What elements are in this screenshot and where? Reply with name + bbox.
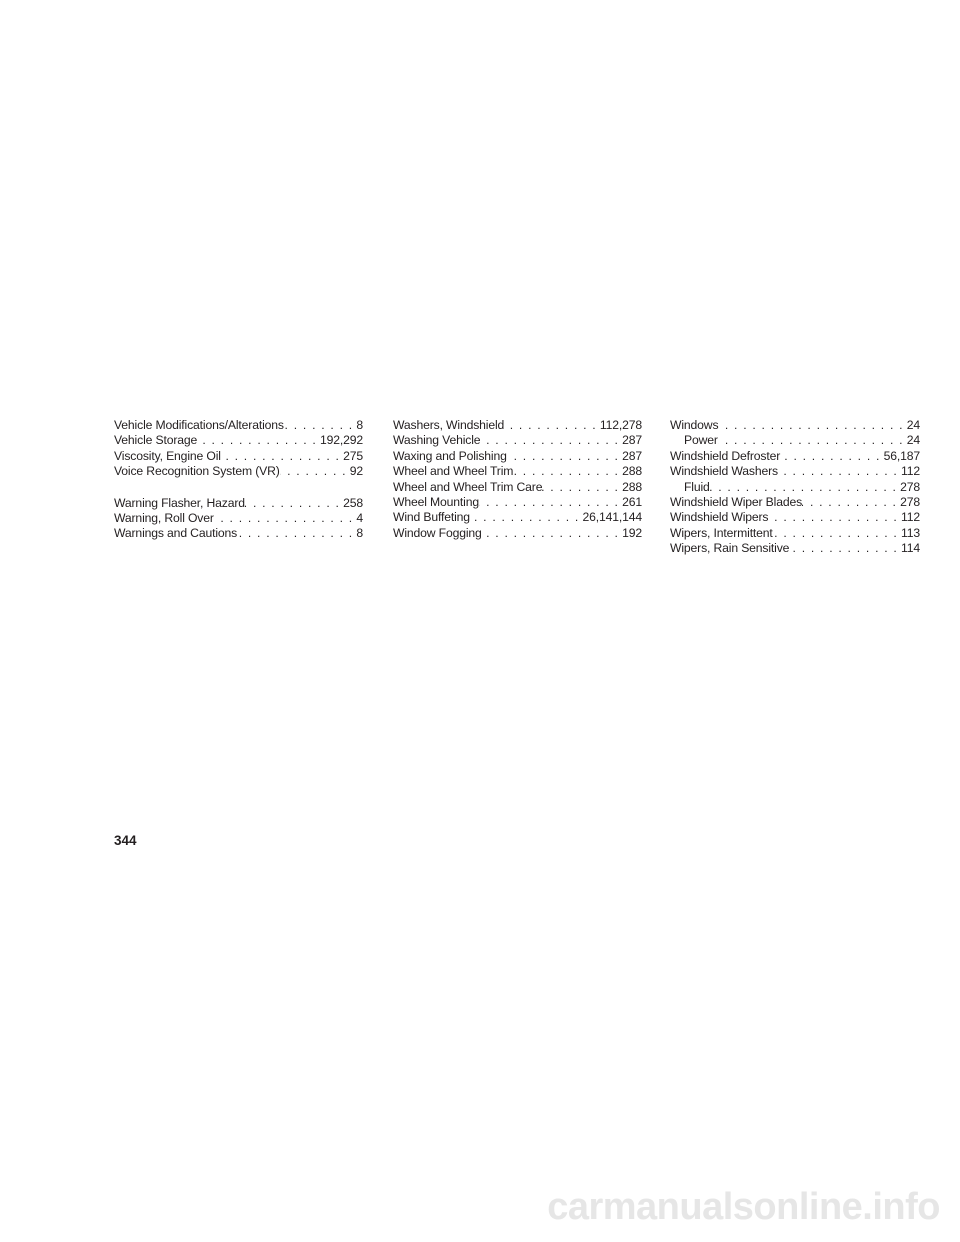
index-term: Waxing and Polishing — [393, 448, 507, 463]
index-column-1 — [114, 418, 363, 542]
index-page-refs: 56,187 — [883, 448, 920, 463]
index-page-refs: 278 — [900, 494, 920, 509]
index-column-3 — [670, 418, 920, 557]
index-entry — [670, 495, 920, 510]
dot-leader — [710, 480, 897, 495]
index-page-refs: 26,141,144 — [582, 510, 642, 525]
index-subentry — [670, 480, 920, 495]
index-page-refs: 24 — [906, 418, 920, 432]
index-page-refs: 287 — [622, 433, 642, 448]
index-entry — [114, 464, 363, 479]
index-entry — [114, 496, 363, 511]
index-entry — [393, 433, 642, 448]
index-page-refs: 8 — [356, 418, 363, 432]
index-term: Window Fogging — [393, 525, 482, 540]
index-entry — [114, 449, 363, 464]
dot-leader — [221, 449, 340, 464]
index-term: Wipers, Rain Sensitive — [670, 541, 790, 556]
index-page-refs: 24 — [906, 433, 920, 448]
dot-leader — [507, 449, 619, 464]
index-term: Fluid — [684, 479, 710, 494]
index-term: Windshield Wipers — [670, 510, 769, 525]
index-term: Warning, Roll Over — [114, 510, 214, 525]
dot-leader — [280, 464, 347, 479]
index-page-refs: 192,292 — [319, 433, 363, 448]
dot-leader — [245, 496, 340, 511]
dot-leader — [504, 418, 597, 433]
index-term: Viscosity, Engine Oil — [114, 448, 221, 463]
index-term: Windshield Washers — [670, 464, 778, 479]
page-number: 344 — [114, 833, 137, 848]
dot-leader — [482, 526, 619, 541]
index-term: Voice Recognition System (VR) — [114, 464, 280, 479]
dot-leader — [718, 433, 904, 448]
index-entry — [114, 418, 363, 433]
dot-leader — [773, 526, 898, 541]
index-entry — [670, 541, 920, 556]
index-term: Vehicle Modifications/Alterations — [114, 418, 284, 432]
index-page-refs: 192 — [622, 525, 642, 540]
dot-leader — [802, 495, 897, 510]
index-page-refs: 278 — [900, 479, 920, 494]
index-entry — [393, 449, 642, 464]
dot-leader — [780, 449, 880, 464]
index-term: Washers, Windshield — [393, 418, 505, 432]
index-page-refs: 8 — [356, 526, 363, 541]
dot-leader — [197, 433, 317, 448]
index-entry — [670, 510, 920, 525]
index-term: Windows — [670, 418, 719, 432]
index-subentry — [670, 433, 920, 448]
index-entry — [393, 464, 642, 479]
index-page-refs: 275 — [343, 448, 363, 463]
dot-leader — [214, 511, 354, 526]
dot-leader — [789, 541, 898, 556]
dot-leader — [542, 480, 619, 495]
index-term: Wheel and Wheel Trim Care — [393, 479, 543, 494]
index-entry — [393, 480, 642, 495]
dot-leader — [470, 510, 580, 525]
index-term: Warning Flasher, Hazard — [114, 495, 245, 510]
index-term: Windshield Wiper Blades — [670, 494, 803, 509]
index-entry — [670, 464, 920, 479]
index-entry — [114, 526, 363, 541]
index-entry — [114, 511, 363, 526]
index-page-refs: 113 — [901, 525, 920, 540]
index-page-refs: 258 — [343, 495, 363, 510]
index-term: Washing Vehicle — [393, 433, 481, 448]
dot-leader — [480, 433, 619, 448]
index-page-refs: 92 — [349, 464, 363, 479]
index-page-refs: 114 — [901, 541, 920, 556]
index-entry — [393, 495, 642, 510]
watermark: carmanualsonline.info — [547, 1186, 940, 1228]
index-entry — [670, 526, 920, 541]
dot-leader — [237, 526, 353, 541]
index-entry — [114, 433, 363, 448]
index-page-refs: 112 — [901, 510, 920, 525]
index-column-2 — [393, 418, 642, 541]
index-term: Warnings and Cautions — [114, 526, 238, 541]
index-page-refs: 261 — [622, 494, 642, 509]
index-term: Windshield Defroster — [670, 448, 781, 463]
dot-leader — [284, 418, 354, 433]
index-entry — [393, 510, 642, 525]
index-entry — [393, 418, 642, 433]
index-term: Wind Buffeting — [393, 510, 470, 525]
dot-leader — [718, 418, 903, 433]
index-entry — [393, 526, 642, 541]
index-page-refs: 112 — [901, 464, 920, 479]
dot-leader — [768, 510, 898, 525]
index-term: Vehicle Storage — [114, 433, 198, 448]
dot-leader — [778, 464, 898, 479]
index-page-refs: 288 — [622, 464, 642, 479]
index-term: Wipers, Intermittent — [670, 525, 773, 540]
index-term: Wheel and Wheel Trim — [393, 464, 514, 479]
dot-leader — [513, 464, 619, 479]
index-page-refs: 4 — [356, 510, 363, 525]
index-entry — [670, 449, 920, 464]
index-page-refs: 287 — [622, 448, 642, 463]
index-term: Power — [684, 433, 718, 448]
index-page-refs: 288 — [622, 479, 642, 494]
index-term: Wheel Mounting — [393, 494, 479, 509]
index-page-refs: 112,278 — [599, 418, 642, 432]
dot-leader — [479, 495, 619, 510]
index-entry — [670, 418, 920, 433]
